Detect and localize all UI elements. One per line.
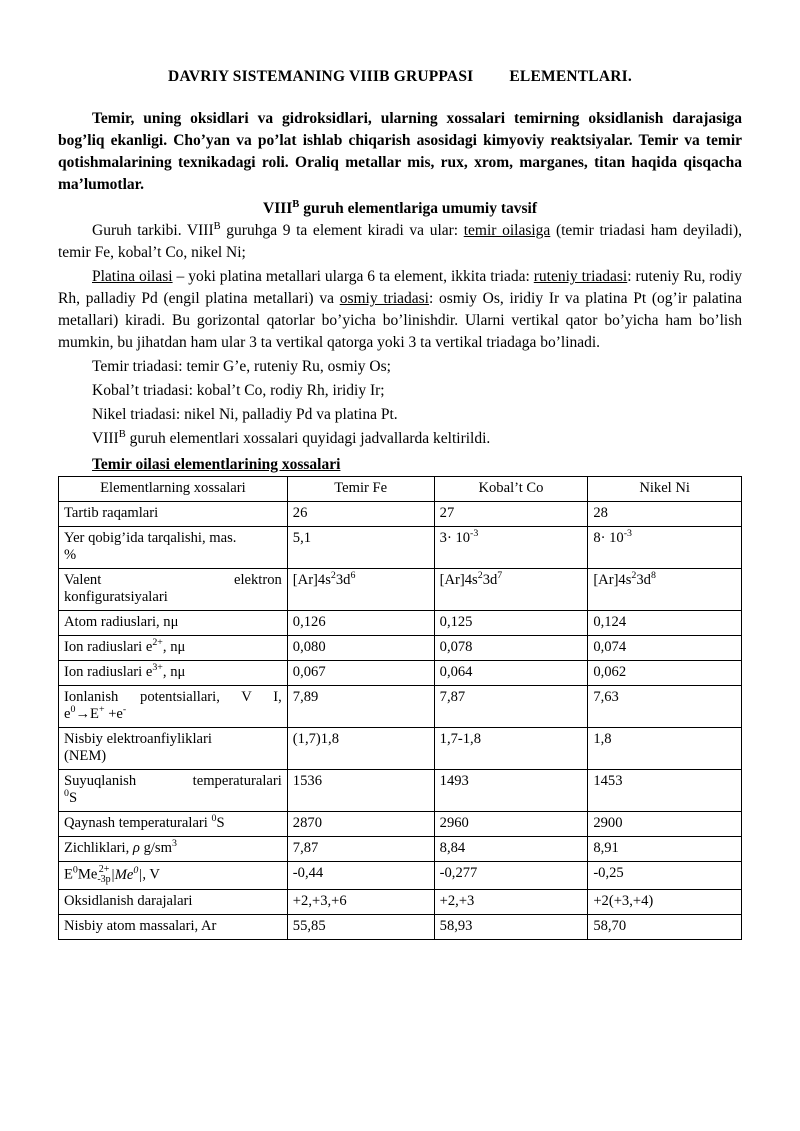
cell-fe: (1,7)1,8: [287, 728, 434, 770]
cell-ni: 1453: [588, 770, 742, 812]
cell-ni: 0,124: [588, 611, 742, 636]
cell-co: -0,277: [434, 862, 588, 890]
cell-co: 8,84: [434, 837, 588, 862]
col-header-fe: Temir Fe: [287, 477, 434, 502]
paragraph-nikel-triadasi: Nikel triadasi: nikel Ni, palladiy Pd va platina Pt.: [92, 406, 398, 423]
para1-c: (temir triadasi ham deyiladi), temir Fe, kobal’t Co, nikel Ni;: [58, 222, 742, 261]
paragraph-temir-triadasi: Temir triadasi: temir G’e, ruteniy Ru, osmiy Os;: [92, 358, 391, 375]
table-row: [59, 636, 742, 661]
para2-term-osmiy: osmiy triadasi: [339, 290, 429, 307]
properties-table: [58, 476, 742, 940]
cell-fe: 55,85: [287, 915, 434, 940]
row-label: Valent elektron konfiguratsiyalari: [59, 569, 288, 611]
cell-co: $3\cdot 10^{-3}$: [434, 527, 588, 569]
paragraph-platinum-family: [58, 266, 742, 354]
table-row: [59, 812, 742, 837]
paragraph-group-composition: [58, 220, 742, 264]
row-label: Suyuqlanish temperaturalari $^0$S: [59, 770, 288, 812]
table-row: [59, 611, 742, 636]
cell-fe: 26: [287, 502, 434, 527]
cell-co: 58,93: [434, 915, 588, 940]
cell-co: 1,7-1,8: [434, 728, 588, 770]
table-row: [59, 728, 742, 770]
cell-ni: $[Ar]4s^23d^8$: [588, 569, 742, 611]
lead-paragraph: Temir, uning oksidlari va gidroksidlari, ularning xossalari temirning oksidlanish darajasiga bog’liq ekanligi. Cho’yan va po’lat ishlab chiqarish asosidagi kimyoviy reaktsiyalar. Temir va temir qotishmalarining texnikadagi roli. Oraliq metallar mis, rux, xrom, marganes, titan haqida qisqacha ma’lumotlar.: [58, 110, 742, 193]
cell-ni: 8,91: [588, 837, 742, 862]
cell-ni: $8\cdot 10^{-3}$: [588, 527, 742, 569]
cell-ni: 0,074: [588, 636, 742, 661]
cell-fe: $[Ar]4s^23d^6$: [287, 569, 434, 611]
table-row: [59, 569, 742, 611]
para2-term-ruteniy: ruteniy triadasi: [533, 268, 628, 285]
section-heading-rest: guruh elementlariga umumiy tavsif: [299, 200, 537, 217]
col-header-ni: Nikel Ni: [588, 477, 742, 502]
para6-b: guruh elementlari xossalari quyidagi jadvallarda keltirildi.: [125, 430, 491, 447]
table-row: [59, 837, 742, 862]
page-title-part2: ELEMENTLARI: [509, 68, 628, 85]
cell-co: 0,064: [434, 661, 588, 686]
cell-fe: -0,44: [287, 862, 434, 890]
page-title-part1: DAVRIY SISTEMANING VIIIB GRUPPASI: [168, 68, 474, 85]
cell-fe: 1536: [287, 770, 434, 812]
para1-b: guruhga 9 ta element kiradi va ular:: [220, 222, 464, 239]
table-row: [59, 686, 742, 728]
cell-co: +2,+3: [434, 890, 588, 915]
para2-c: : osmiy Os, iridiy Ir va platina Pt (og’ir palatina metallari) kiradi. Bu gorizontal qatorlar bo’yicha bo’linishdir. Ularni vertikal qator bo’yicha ham bo’lish mumkin, bu jihatdan ham ular 3 ta vertikal qatorga yoki 3 ta vertikal triadaga bo’linadi.: [58, 290, 742, 351]
cell-co: 2960: [434, 812, 588, 837]
cell-fe: 0,080: [287, 636, 434, 661]
cell-co: 7,87: [434, 686, 588, 728]
para1-a: Guruh tarkibi. VIII: [92, 222, 214, 239]
para1-underlined-term: temir oilasiga: [463, 222, 551, 239]
cell-co: $[Ar]4s^23d^7$: [434, 569, 588, 611]
table-row: [59, 527, 742, 569]
para1-sup: B: [213, 220, 221, 232]
section-heading-prefix: VIII: [263, 200, 293, 217]
row-label: Oksidlanish darajalari: [59, 890, 288, 915]
section-heading-sup: B: [292, 198, 300, 210]
table-row: [59, 862, 742, 890]
cell-co: 27: [434, 502, 588, 527]
row-label: Qaynash temperaturalari $^0$S: [59, 812, 288, 837]
table-row: [59, 890, 742, 915]
table-row: [59, 661, 742, 686]
para2-a: – yoki platina metallari ularga 6 ta element, ikkita triada:: [172, 268, 534, 285]
row-label: Tartib raqamlari: [59, 502, 288, 527]
cell-ni: 7,63: [588, 686, 742, 728]
row-label: Yer qobig’ida tarqalishi, mas. %: [59, 527, 288, 569]
col-header-property: Elementlarning xossalari: [59, 477, 288, 502]
cell-co: 1493: [434, 770, 588, 812]
cell-co: 0,125: [434, 611, 588, 636]
page-title: [58, 68, 742, 86]
cell-ni: 58,70: [588, 915, 742, 940]
row-label: Ionlanish potentsiallari, V I, $e^0\to E^+ +e^-$: [59, 686, 288, 728]
table-row: [59, 915, 742, 940]
cell-fe: 7,87: [287, 837, 434, 862]
row-label: Nisbiy elektroanfiyliklari (NEM): [59, 728, 288, 770]
para6-sup: B: [118, 428, 126, 440]
cell-fe: 0,126: [287, 611, 434, 636]
row-label: Nisbiy atom massalari, Ar: [59, 915, 288, 940]
row-label: $E^0Me$ 2+ -3p |Me$^0$|, V: [59, 862, 288, 890]
row-label: Atom radiuslari, nμ: [59, 611, 288, 636]
col-header-co: Kobal’t Co: [434, 477, 588, 502]
paragraph-kobalt-triadasi: Kobal’t triadasi: kobal’t Co, rodiy Rh, iridiy Ir;: [92, 382, 385, 399]
cell-ni: 0,062: [588, 661, 742, 686]
cell-fe: +2,+3,+6: [287, 890, 434, 915]
cell-ni: +2(+3,+4): [588, 890, 742, 915]
row-label: Ion radiuslari $e^{3+}$, nμ: [59, 661, 288, 686]
table-caption: Temir oilasi elementlarining xossalari: [92, 456, 341, 473]
paragraph-table-intro: [58, 428, 742, 450]
cell-ni: 1,8: [588, 728, 742, 770]
cell-ni: -0,25: [588, 862, 742, 890]
para2-b: : ruteniy Ru, rodiy Rh, palladiy Pd (engil platina metallari) va: [58, 268, 742, 307]
cell-ni: 2900: [588, 812, 742, 837]
para6-a: VIII: [92, 430, 119, 447]
page-title-period: .: [627, 68, 632, 85]
row-label: Ion radiuslari $e^{2+}$, nμ: [59, 636, 288, 661]
table-row: [59, 502, 742, 527]
table-header-row: [59, 477, 742, 502]
cell-fe: 5,1: [287, 527, 434, 569]
cell-fe: 7,89: [287, 686, 434, 728]
table-row: [59, 770, 742, 812]
cell-fe: 0,067: [287, 661, 434, 686]
para2-term-platina: Platina oilasi: [92, 268, 173, 285]
cell-fe: 2870: [287, 812, 434, 837]
row-label: Zichliklari, ρ $g/sm^3$: [59, 837, 288, 862]
cell-co: 0,078: [434, 636, 588, 661]
section-heading: [58, 200, 742, 218]
cell-ni: 28: [588, 502, 742, 527]
